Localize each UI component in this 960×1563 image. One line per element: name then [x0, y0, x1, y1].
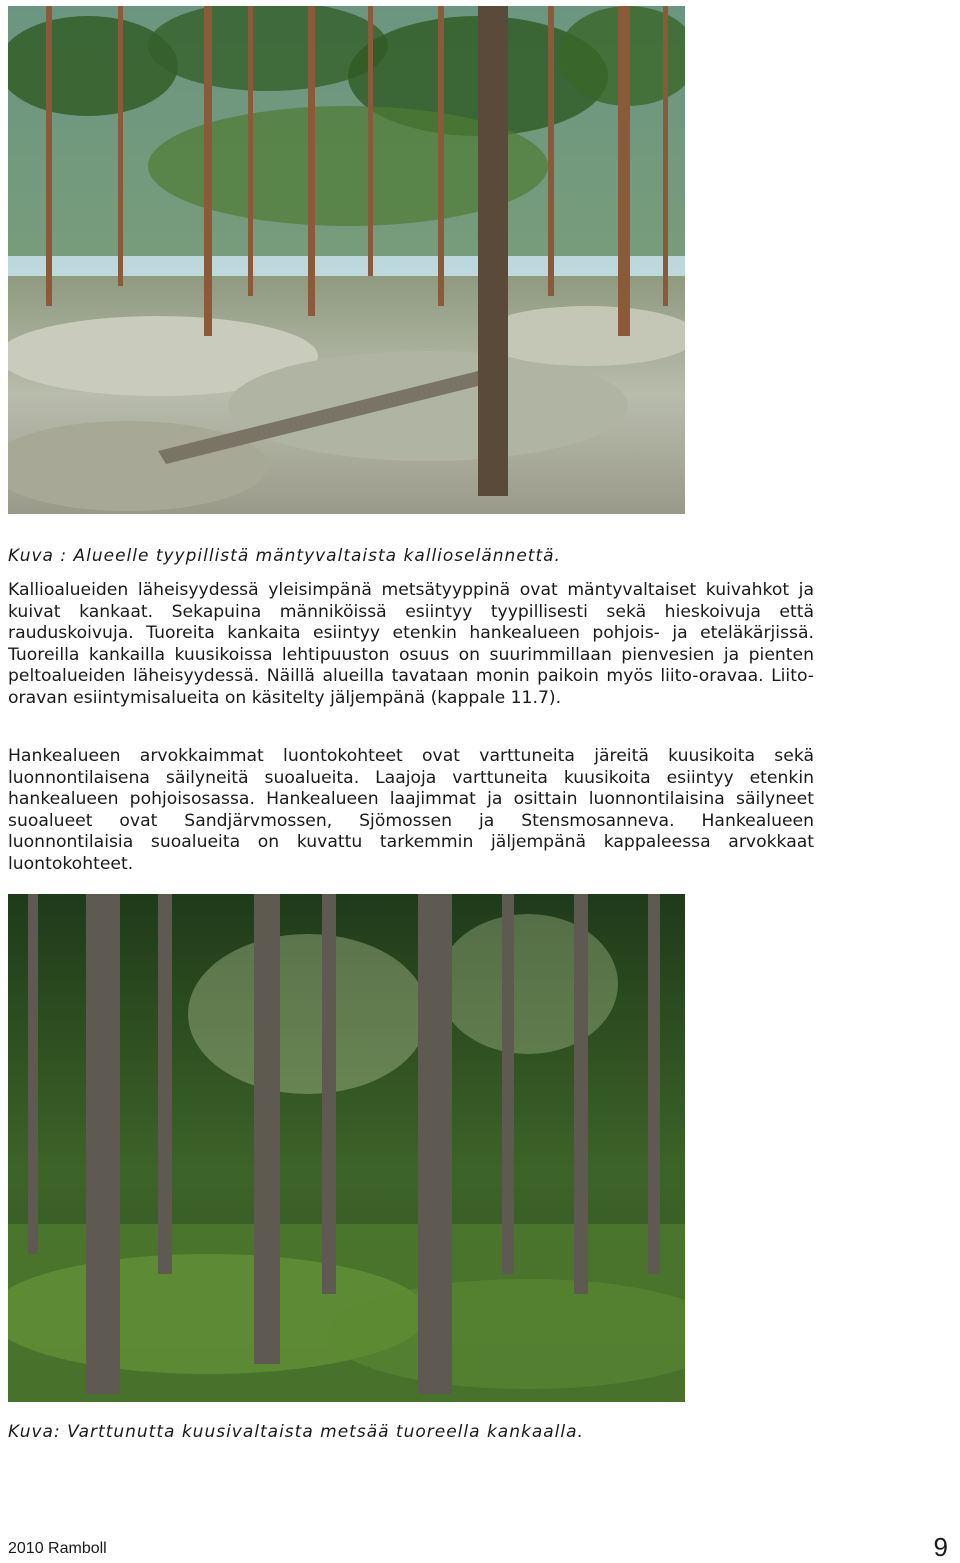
spruce-forest-illustration [8, 894, 685, 1402]
figure-caption: Kuva : Alueelle tyypillistä mäntyvaltaista kallioselännettä. [8, 546, 561, 566]
pine-forest-photo [8, 6, 685, 514]
pine-forest-illustration [8, 6, 685, 514]
page-number: 9 [933, 1532, 948, 1562]
footer-copyright: 2010 Ramboll [8, 1540, 107, 1557]
spruce-forest-photo [8, 894, 685, 1402]
body-paragraph: Kallioalueiden läheisyydessä yleisimpänä metsätyyppinä ovat mäntyvaltaiset kuivahkot ja kuivat kankaat. Sekapuina männiköissä esiintyy tyypillisesti sekä hieskoivuja että rauduskoivuja. Tuoreita kankaita esiintyy etenkin hankealueen pohjois- ja eteläkärjissä. Tuoreilla kankailla kuusikoissa lehtipuuston osuus on suurimmillaan pienvesien ja pienten peltoalueiden läheisyydessä. Näillä alueilla tavataan monin paikoin myös liito-oravaa. Liito-oravan esiintymisalueita on käsitelty jäljempänä (kappale 11.7). [8, 580, 814, 708]
body-paragraph: Hankealueen arvokkaimmat luontokohteet ovat varttuneita järeitä kuusikoita sekä luonnontilaisena säilyneitä suoalueita. Laajoja varttuneita kuusikoita esiintyy etenkin hankealueen pohjoisosassa. Hankealueen laajimmat ja osittain luonnontilaisina säilyneet suoalueet ovat Sandjärvmossen, Sjömossen ja Stensmosanneva. Hankealueen luonnontilaisia suoalueita on kuvattu tarkemmin jäljempänä kappaleessa arvokkaat luontokohteet. [8, 746, 814, 874]
figure-caption: Kuva: Varttunutta kuusivaltaista metsää tuoreella kankaalla. [8, 1422, 584, 1442]
